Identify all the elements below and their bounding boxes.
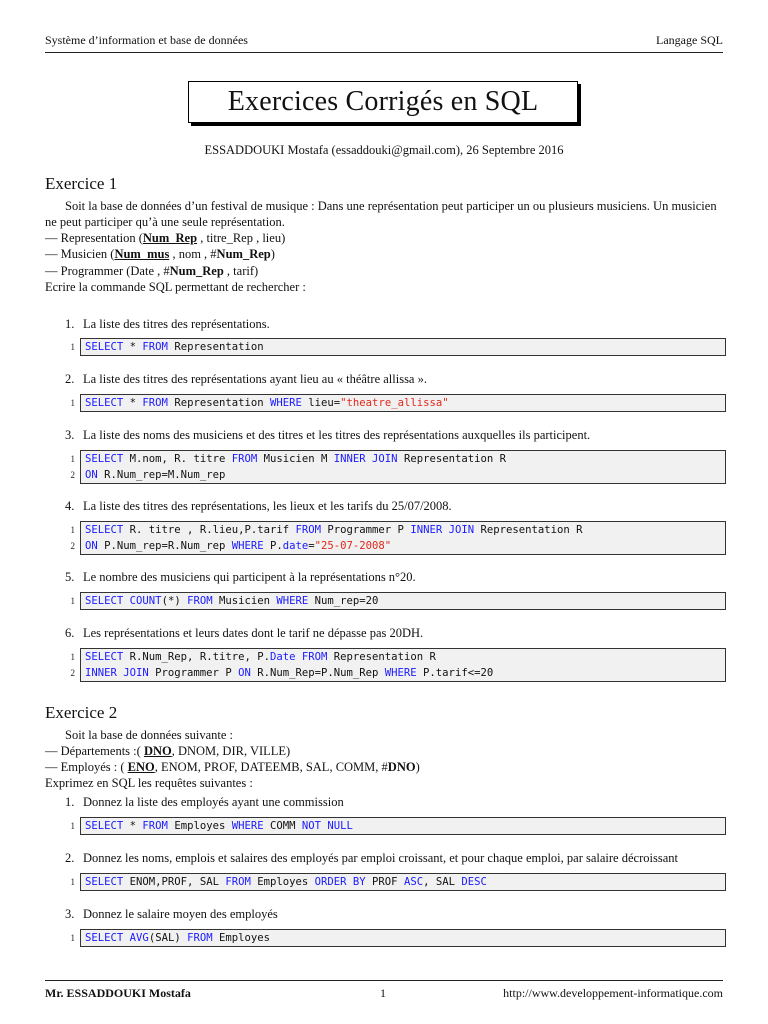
sql-text: Num_rep=20 [308,595,379,607]
sql-text: P.tarif<=20 [416,667,494,679]
title-box [188,81,578,123]
code-line [70,649,725,665]
ex1-question-4: 4. La liste des titres des représentations, les lieux et les tarifs du 25/07/2008. [65,499,452,513]
line-number: 1 [70,933,75,943]
ex1-intro: Soit la base de données d’un festival de musique : Dans une représentation peut participer un ou plusieurs musiciens. Un musicien ne peut participer qu’à une seule représentation. [45,199,717,229]
sql-text: Programmer P [321,524,411,536]
running-header [45,33,723,48]
sql-text: (SAL) [148,932,188,944]
line-number: 2 [70,541,75,551]
line-number: 1 [70,398,75,408]
header-rule [45,52,723,53]
sql-keyword: FROM [187,932,213,944]
ex2-schema-departements: — Départements :( DNO, DNOM, DIR, VILLE) [45,744,291,758]
code-block [70,338,726,356]
footer-author: Mr. ESSADDOUKI Mostafa [45,986,191,1000]
sql-text: R. titre , R.lieu,P.tarif [123,524,296,536]
sql-keyword: ON [238,667,251,679]
sql-keyword: SELECT [85,932,124,944]
ex2-question-1: 1. Donnez la liste des employés ayant une commission [65,795,344,809]
sql-text: lieu= [301,397,341,409]
ex1-question-2: 2. La liste des titres des représentations ayant lieu au « théâtre allissa ». [65,372,427,386]
sql-keyword: SELECT [85,820,124,832]
sql-keyword: FROM [142,341,168,353]
sql-text: , SAL [423,876,462,888]
sql-keyword: INNER JOIN [410,524,475,536]
ex2-question-3: 3. Donnez le salaire moyen des employés [65,907,278,921]
sql-keyword: COUNT [129,595,162,607]
sql-text: R.Num_rep=M.Num_rep [97,469,226,481]
sql-keyword: ASC [403,876,424,888]
page-number: 1 [380,986,386,1000]
line-number: 1 [70,454,75,464]
ex2-schema-employes: — Employés : ( ENO, ENOM, PROF, DATEEMB, SAL, COMM, #DNO) [45,760,420,774]
sql-keyword: SELECT [85,397,124,409]
sql-text: Representation [167,397,270,409]
sql-keyword: WHERE [270,397,302,409]
line-number: 1 [70,525,75,535]
ex1-question-1: 1. La liste des titres des représentations. [65,317,270,331]
code-block [70,929,726,947]
sql-keyword: AVG [129,932,149,944]
code-line [70,665,725,681]
sql-text: Representation [167,341,264,353]
sql-text: Musicien M [257,453,334,465]
sql-keyword: ON [85,540,98,552]
sql-keyword: FROM [301,651,328,663]
code-block [70,592,726,610]
code-line [70,930,725,946]
sql-text: R.Num_Rep, R.titre, P. [123,651,270,663]
sql-text: * [123,820,143,832]
sql-keyword: SELECT [85,341,124,353]
author-line: ESSADDOUKI Mostafa (essaddouki@gmail.com), 26 Septembre 2016 [204,143,564,157]
ex1-question-5: 5. Le nombre des musiciens qui participent à la représentations n°20. [65,570,416,584]
sql-text: Employes [250,876,315,888]
ex1-question-6: 6. Les représentations et leurs dates dont le tarif ne dépasse pas 20DH. [65,626,424,640]
line-number: 1 [70,821,75,831]
ex1-instruction: Ecrire la commande SQL permettant de rechercher : [45,280,306,294]
line-number: 2 [70,470,75,480]
sql-text: M.nom, R. titre [123,453,232,465]
code-line [70,339,725,355]
code-line [70,818,725,834]
ex1-question-3: 3. La liste des noms des musiciens et des titres et les titres des représentations auxquelles ils participent. [65,428,591,442]
sql-text: Employes [167,820,232,832]
section-heading-ex2: Exercice 2 [45,703,118,722]
sql-keyword: FROM [187,595,213,607]
sql-string: "theatre_allissa" [340,397,449,409]
sql-text: * [123,341,143,353]
sql-text: ENOM,PROF, SAL [123,876,226,888]
sql-keyword: NOT NULL [301,820,353,832]
sql-keyword: SELECT [85,595,124,607]
code-line [70,874,725,890]
footer-rule [45,980,723,981]
sql-keyword: WHERE [276,595,309,607]
sql-keyword: Date [269,651,296,663]
sql-keyword: INNER JOIN [333,453,398,465]
sql-keyword: FROM [295,524,322,536]
sql-keyword: FROM [142,820,168,832]
sql-keyword: DESC [461,876,487,888]
ex2-question-2: 2. Donnez les noms, emplois et salaires des employés par emploi croissant, et pour chaque emploi, par salaire décroissant [65,851,678,865]
sql-keyword: WHERE [384,667,417,679]
sql-text: (*) [161,595,188,607]
sql-keyword: SELECT [85,651,124,663]
document-title: Exercices Corrigés en SQL [227,86,539,117]
ex2-intro: Soit la base de données suivante : [65,728,234,742]
line-number: 1 [70,652,75,662]
sql-keyword: SELECT [85,876,124,888]
code-line [70,593,725,609]
sql-text: * [123,397,143,409]
sql-text: Representation R [327,651,436,663]
sql-keyword: ON [85,469,98,481]
sql-keyword: SELECT [85,524,124,536]
sql-string: "25-07-2008" [314,540,392,552]
ex1-schema-programmer: — Programmer (Date , #Num_Rep , tarif) [45,264,259,278]
sql-text: Employes [212,932,271,944]
sql-text: Representation R [474,524,583,536]
code-block [70,648,726,682]
code-block [70,521,726,555]
line-number: 1 [70,596,75,606]
code-block [70,450,726,484]
sql-keyword: FROM [231,453,258,465]
sql-keyword: SELECT [85,453,124,465]
code-block [70,873,726,891]
ex1-schema-representation: — Representation (Num_Rep , titre_Rep , lieu) [45,231,286,245]
ex2-instruction: Exprimez en SQL les requêtes suivantes : [45,776,253,790]
code-line [70,395,725,411]
sql-keyword: WHERE [231,540,264,552]
code-line [70,451,725,467]
sql-keyword: date [282,540,309,552]
ex1-schema-musicien: — Musicien (Num_mus , nom , #Num_Rep) [45,247,275,261]
code-line [70,467,725,483]
code-block [70,394,726,412]
sql-text: Programmer P [148,667,239,679]
line-number: 2 [70,668,75,678]
sql-text: COMM [263,820,302,832]
sql-text: P. [263,540,283,552]
sql-keyword: ORDER BY [314,876,366,888]
sql-keyword: INNER JOIN [85,667,149,679]
sql-text: = [308,540,315,552]
sql-text: PROF [365,876,404,888]
line-number: 1 [70,877,75,887]
footer-url: http://www.developpement-informatique.com [503,986,723,1000]
code-line [70,522,725,538]
line-number: 1 [70,342,75,352]
code-line [70,538,725,554]
sql-keyword: WHERE [231,820,264,832]
code-block [70,817,726,835]
sql-keyword: FROM [225,876,251,888]
sql-text: Representation R [397,453,506,465]
sql-text: Musicien [212,595,277,607]
header-right: Langage SQL [656,33,723,47]
section-heading-ex1: Exercice 1 [45,174,118,193]
sql-text: P.Num_rep=R.Num_rep [97,540,232,552]
sql-text: R.Num_Rep=P.Num_Rep [250,667,385,679]
header-left: Système d’information et base de données [45,33,248,47]
sql-keyword: FROM [142,397,168,409]
